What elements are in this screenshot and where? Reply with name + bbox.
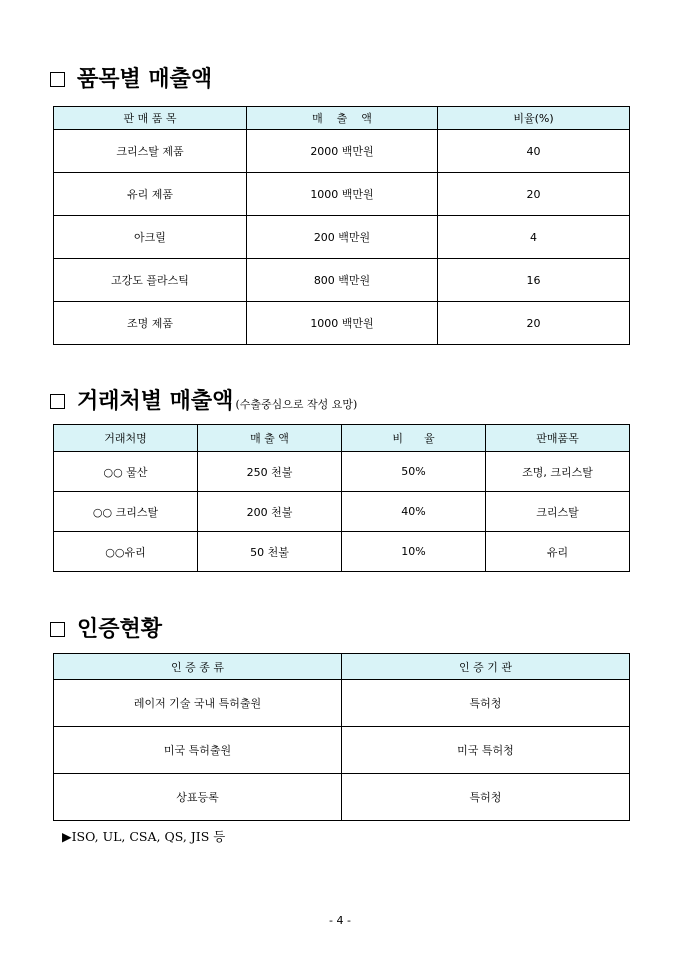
section-title-text: 거래처별 매출액 — [77, 388, 234, 414]
ratio-cell: 40 — [438, 130, 630, 173]
certs-footnote: ▶ISO, UL, CSA, QS, JIS 등 — [62, 829, 226, 844]
table-row — [54, 680, 630, 727]
table-row — [54, 492, 630, 532]
section-title-certs — [50, 612, 162, 643]
products-table — [53, 106, 630, 345]
ratio-cell: 4 — [438, 216, 630, 259]
ratio-cell: 40% — [342, 492, 486, 532]
table-header-row — [54, 107, 630, 130]
table-row — [54, 173, 630, 216]
ratio-cell: 20 — [438, 173, 630, 216]
column-header: 매 출 액 — [198, 425, 342, 452]
column-header: 비 율 — [342, 425, 486, 452]
table-row — [54, 452, 630, 492]
table-row — [54, 130, 630, 173]
section-title-text: 품목별 매출액 — [77, 66, 213, 92]
cert-agency-cell: 특허청 — [342, 680, 630, 727]
checkbox-square-icon — [50, 622, 65, 637]
page-number: - 4 - — [329, 914, 351, 927]
table-row — [54, 302, 630, 345]
checkbox-square-icon — [50, 72, 65, 87]
section-title-text: 인증현황 — [77, 616, 163, 642]
sales-amount-cell: 50 천불 — [198, 532, 342, 572]
table-row — [54, 216, 630, 259]
product-items-cell: 유리 — [486, 532, 630, 572]
sales-amount-cell: 200 천불 — [198, 492, 342, 532]
section-title-note: (수출중심으로 작성 요망) — [235, 398, 358, 411]
ratio-cell: 50% — [342, 452, 486, 492]
product-name-cell: 유리 제품 — [54, 173, 247, 216]
sales-amount-cell: 200 백만원 — [247, 216, 438, 259]
table-header-row — [54, 654, 630, 680]
sales-amount-cell: 1000 백만원 — [247, 302, 438, 345]
column-header: 비율(%) — [438, 107, 630, 130]
ratio-cell: 16 — [438, 259, 630, 302]
sales-amount-cell: 800 백만원 — [247, 259, 438, 302]
certs-table — [53, 653, 630, 821]
ratio-cell: 10% — [342, 532, 486, 572]
product-items-cell: 조명, 크리스탈 — [486, 452, 630, 492]
product-name-cell: 조명 제품 — [54, 302, 247, 345]
table-row — [54, 727, 630, 774]
product-name-cell: 크리스탈 제품 — [54, 130, 247, 173]
sales-amount-cell: 250 천불 — [198, 452, 342, 492]
table-row — [54, 532, 630, 572]
sales-amount-cell: 1000 백만원 — [247, 173, 438, 216]
ratio-cell: 20 — [438, 302, 630, 345]
section-title-clients — [50, 384, 357, 415]
column-header: 매 출 액 — [247, 107, 438, 130]
table-header-row — [54, 425, 630, 452]
cert-agency-cell: 미국 특허청 — [342, 727, 630, 774]
cert-type-cell: 레이저 기술 국내 특허출원 — [54, 680, 342, 727]
cert-agency-cell: 특허청 — [342, 774, 630, 821]
column-header: 거래처명 — [54, 425, 198, 452]
section-title-products — [50, 62, 212, 93]
checkbox-square-icon — [50, 394, 65, 409]
client-name-cell: ○○ 크리스탈 — [54, 492, 198, 532]
table-row — [54, 259, 630, 302]
clients-table — [53, 424, 630, 572]
table-row — [54, 774, 630, 821]
product-name-cell: 고강도 플라스틱 — [54, 259, 247, 302]
column-header: 인 증 종 류 — [54, 654, 342, 680]
product-items-cell: 크리스탈 — [486, 492, 630, 532]
column-header: 판매품목 — [486, 425, 630, 452]
client-name-cell: ○○ 물산 — [54, 452, 198, 492]
product-name-cell: 아크릴 — [54, 216, 247, 259]
column-header: 인 증 기 관 — [342, 654, 630, 680]
client-name-cell: ○○유리 — [54, 532, 198, 572]
cert-type-cell: 상표등록 — [54, 774, 342, 821]
cert-type-cell: 미국 특허출원 — [54, 727, 342, 774]
sales-amount-cell: 2000 백만원 — [247, 130, 438, 173]
column-header: 판 매 품 목 — [54, 107, 247, 130]
